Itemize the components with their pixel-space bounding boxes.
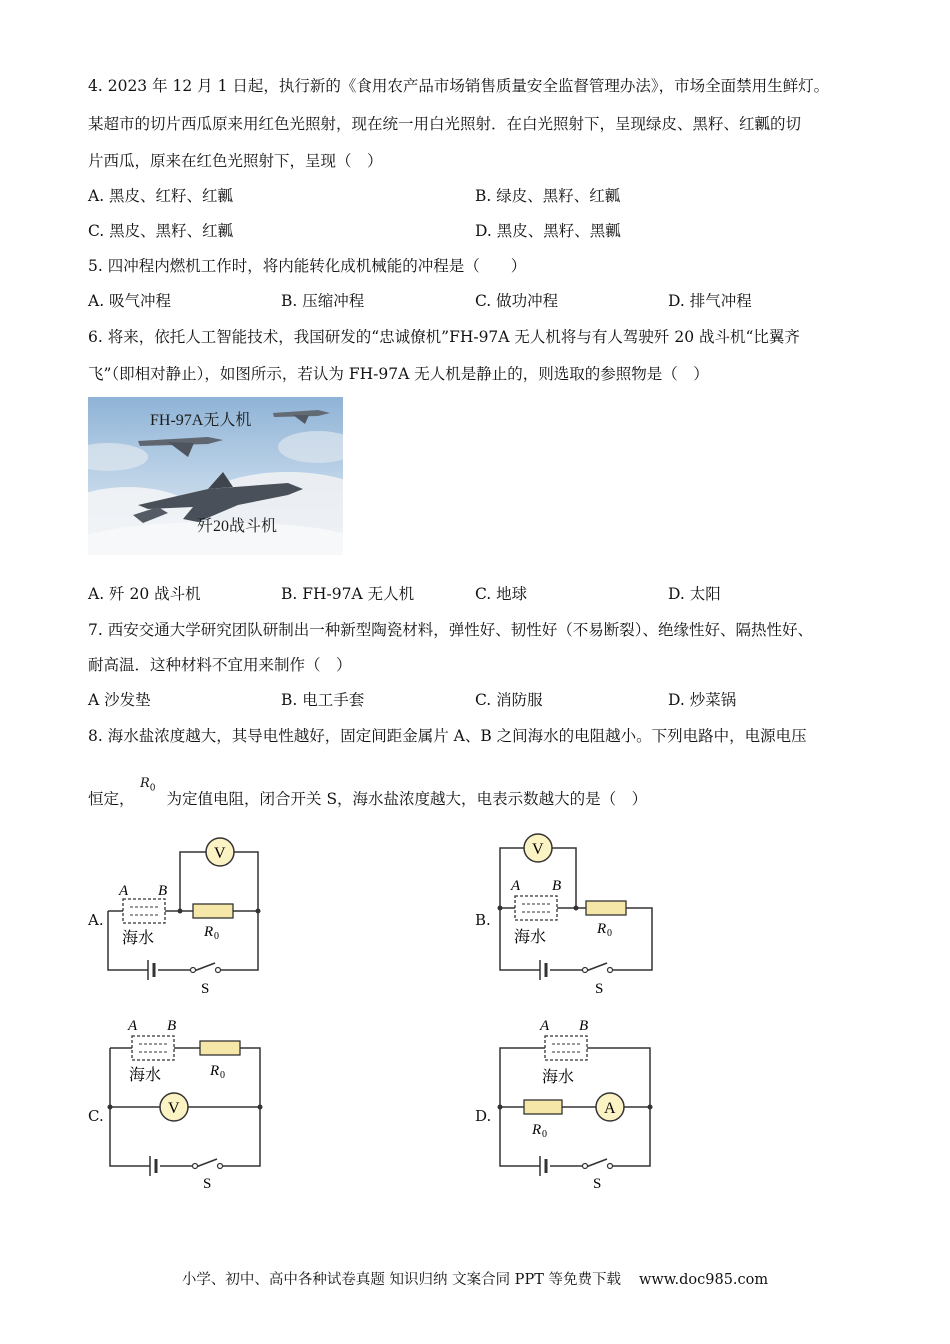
q6-text-line1: 6. 将来，依托人工智能技术，我国研发的“忠诚僚机”FH-97A 无人机将与有人驾驶歼 20 战斗机“比翼齐 (88, 328, 800, 346)
q4-option-a: A. 黑皮、红籽、红瓤 (88, 187, 234, 205)
circuit-c (100, 1010, 270, 1190)
svg-text:0: 0 (220, 1070, 225, 1081)
svg-text:R: R (210, 1063, 220, 1079)
q6-option-a: A. 歼 20 战斗机 (88, 585, 201, 603)
q7-text-line1: 7. 西安交通大学研究团队研制出一种新型陶瓷材料，弹性好、韧性好（不易断裂）、绝缘性好、隔热性好、 (88, 621, 813, 639)
svg-text:B: B (552, 878, 562, 894)
q8-option-a-letter: A. (88, 911, 104, 929)
q8-r0-symbol: $R_0$ (140, 776, 156, 794)
q7-option-d: D. 炒菜锅 (668, 691, 737, 709)
q4-text-line1: 4. 2023 年 12 月 1 日起，执行新的《食用农产品市场销售质量安全监督管理办法》，市场全面禁用生鲜灯。 (88, 77, 830, 95)
circuit-a (100, 835, 270, 1000)
svg-text:R: R (532, 1122, 542, 1138)
svg-text:A: A (604, 1100, 616, 1117)
q6-option-d: D. 太阳 (668, 585, 721, 603)
q5-option-b: B. 压缩冲程 (281, 292, 365, 310)
svg-text:0: 0 (542, 1129, 547, 1140)
svg-text:海水: 海水 (129, 1067, 162, 1084)
q4-option-c: C. 黑皮、黑籽、红瓤 (88, 222, 234, 240)
svg-text:B: B (167, 1018, 177, 1034)
q6-fighter-label: 歼20战斗机 (197, 518, 278, 535)
footer-link[interactable]: www.doc985.com (638, 1272, 769, 1288)
q8-option-c-letter: C. (88, 1107, 104, 1125)
page-footer (0, 1268, 950, 1289)
svg-text:海水: 海水 (542, 1069, 575, 1086)
circuit-d (490, 1010, 665, 1190)
q6-aircraft-photo (88, 397, 343, 555)
svg-text:B: B (158, 883, 168, 899)
circuit-b (490, 832, 665, 1000)
q8-line2-prefix: 恒定， (88, 790, 135, 808)
q4-text-line2: 某超市的切片西瓜原来用红色光照射，现在统一用白光照射．在白光照射下，呈现绿皮、黑籽、红瓤的切 (88, 115, 802, 133)
svg-text:B: B (579, 1018, 589, 1034)
footer-text: 小学、初中、高中各种试卷真题 知识归纳 文案合同 PPT 等免费下载 (181, 1272, 621, 1288)
svg-text:A: A (511, 878, 521, 894)
svg-text:海水: 海水 (514, 929, 547, 946)
q8-text-line1: 8. 海水盐浓度越大，其导电性越好，固定间距金属片 A、B 之间海水的电阻越小。下列电路中，电源电压 (88, 727, 807, 745)
q5-option-c: C. 做功冲程 (475, 292, 559, 310)
q4-text-line3: 片西瓜，原来在红色光照射下，呈现（ ） (88, 152, 383, 170)
q8-option-b-letter: B. (475, 911, 491, 929)
q8-line2-suffix: 为定值电阻，闭合开关 S，海水盐浓度越大，电表示数越大的是（ ） (166, 790, 648, 808)
svg-text:V: V (168, 1100, 180, 1117)
q7-text-line2: 耐高温．这种材料不宜用来制作（ ） (88, 656, 352, 674)
q5-option-d: D. 排气冲程 (668, 292, 752, 310)
q5-option-a: A. 吸气冲程 (88, 292, 172, 310)
q5-text-line1: 5. 四冲程内燃机工作时，将内能转化成机械能的冲程是（ ） (88, 257, 527, 275)
svg-text:0: 0 (214, 931, 219, 942)
q6-option-b: B. FH-97A 无人机 (281, 585, 415, 603)
svg-text:S: S (595, 981, 604, 997)
q7-option-c: C. 消防服 (475, 691, 543, 709)
q8-text-line2 (88, 789, 647, 809)
svg-text:R: R (597, 921, 607, 937)
q6-text-line2: 飞”（即相对静止），如图所示，若认为 FH-97A 无人机是静止的，则选取的参照物是（ ） (88, 365, 709, 383)
svg-text:V: V (214, 845, 226, 862)
svg-text:A: A (119, 883, 129, 899)
q6-drone-label: FH-97A无人机 (150, 412, 252, 429)
svg-text:A: A (128, 1018, 138, 1034)
q4-option-b: B. 绿皮、黑籽、红瓤 (475, 187, 621, 205)
svg-text:S: S (593, 1176, 602, 1190)
q7-option-b: B. 电工手套 (281, 691, 365, 709)
svg-text:海水: 海水 (122, 930, 155, 947)
svg-text:A: A (540, 1018, 550, 1034)
svg-text:0: 0 (607, 928, 612, 939)
svg-text:S: S (201, 981, 210, 997)
q7-option-a: A 沙发垫 (88, 691, 151, 709)
q8-option-d-letter: D. (475, 1107, 492, 1125)
q4-option-d: D. 黑皮、黑籽、黑瓤 (475, 222, 621, 240)
svg-text:S: S (203, 1176, 212, 1190)
q6-option-c: C. 地球 (475, 585, 528, 603)
svg-text:R: R (204, 924, 214, 940)
svg-text:V: V (532, 841, 544, 858)
